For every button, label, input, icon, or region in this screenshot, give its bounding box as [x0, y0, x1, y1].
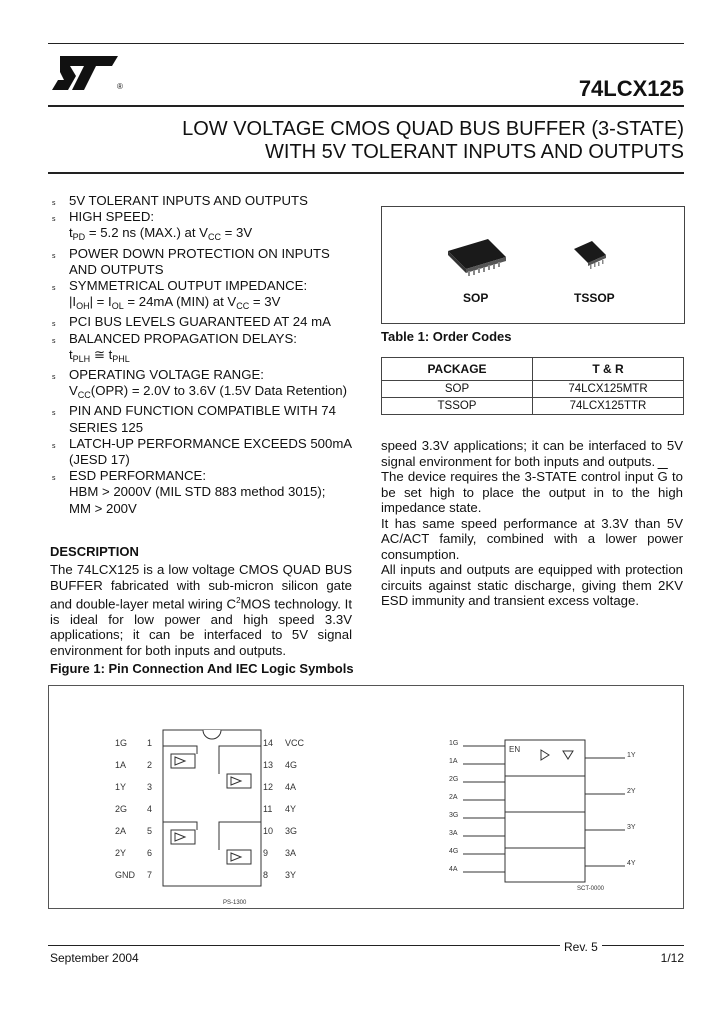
table-cell: 74LCX125TTR: [533, 398, 684, 415]
pin-number: 12: [263, 782, 274, 792]
feature-item: s PIN AND FUNCTION COMPATIBLE WITH 74 SERIES 125: [50, 403, 355, 435]
feature-list: [50, 193, 355, 517]
pin-label: 4G: [285, 760, 298, 770]
feature-detail: $V_{CC}(OPR) = 2.0V$ to 3.6V (1.5V Data Retention): [69, 383, 347, 401]
figure-caption: Figure 1: Pin Connection And IEC Logic Symbols: [50, 661, 354, 676]
order-table-header: T & R: [533, 358, 684, 381]
footer-page: 1/12: [660, 951, 684, 965]
feature-detail: $t_{PD} = 5.2$ ns (MAX.) at $V_{CC} = 3V$: [69, 225, 253, 243]
iec-input-label: 4G: [449, 848, 459, 855]
pin-number: 3: [147, 782, 153, 792]
st-logo: [50, 52, 130, 94]
feature-detail: HBM > 2000V (MIL STD 883 method 3015);: [69, 484, 326, 500]
footer-date: September 2004: [50, 951, 139, 965]
iec-input-label: 2G: [449, 776, 459, 783]
table-cell: TSSOP: [382, 398, 533, 415]
figure-frame: [48, 685, 684, 909]
table-cell: 74LCX125MTR: [533, 381, 684, 398]
pin-number: 4: [147, 804, 153, 814]
part-number: 74LCX125: [578, 76, 684, 101]
footer-rev: Rev. 5: [560, 940, 602, 954]
feature-item: s 5V TOLERANT INPUTS AND OUTPUTS: [50, 193, 355, 209]
header-rule: [48, 105, 684, 107]
title-rule: [48, 172, 684, 174]
pin-label: 4Y: [285, 804, 297, 814]
pin-label: 1Y: [115, 782, 127, 792]
pin-label: 3A: [285, 848, 297, 858]
iec-code: SCT-0000: [577, 886, 605, 892]
feature-item: s HIGH SPEED:: [50, 209, 355, 225]
description-paragraph-4: All inputs and outputs are equipped with protection circuits against static discharge, giving them 2KV ESD immunity and transient excess voltage.: [381, 562, 683, 608]
feature-detail: $|I_{OH}| = I_{OL} = 24mA$ (MIN) at $V_{CC} = 3V$: [69, 294, 281, 312]
iec-output-label: 3Y: [627, 824, 636, 831]
sop-label: SOP: [463, 291, 489, 305]
pin-number: 1: [147, 738, 153, 748]
top-rule: [48, 43, 684, 44]
description-left: The 74LCX125 is a low voltage CMOS QUAD BUS BUFFER fabricated with sub-micron silicon gate and double-layer metal wiring $C^2MOS$ technology. It is ideal for low power and high speed 3.3V applications; it can be interfaced to 5V signal environment for both inputs and outputs.: [50, 562, 353, 658]
feature-item: s SYMMETRICAL OUTPUT IMPEDANCE:: [50, 278, 355, 294]
feature-item: s BALANCED PROPAGATION DELAYS:: [50, 331, 355, 347]
pin-number: 14: [263, 738, 274, 748]
iec-input-label: 1A: [449, 758, 458, 765]
feature-item: s POWER DOWN PROTECTION ON INPUTS AND OUTPUTS: [50, 246, 355, 278]
pin-label: 1A: [115, 760, 127, 770]
iec-output-label: 1Y: [627, 752, 636, 759]
pin-label: 4A: [285, 782, 297, 792]
pin-number: 2: [147, 760, 153, 770]
feature-item: s PCI BUS LEVELS GUARANTEED AT 24 mA: [50, 314, 355, 330]
pin-number: 6: [147, 848, 153, 858]
feature-detail: MM > 200V: [69, 500, 137, 516]
pin-label: GND: [115, 870, 135, 880]
registered-mark: ®: [117, 82, 123, 91]
feature-detail: $t_{PLH}$ ≅ $t_{PHL}$: [69, 346, 130, 364]
feature-item: s ESD PERFORMANCE:: [50, 468, 355, 484]
table-cell: SOP: [382, 381, 533, 398]
package-images: [381, 206, 685, 324]
description-paragraph-3: It has same speed performance at 3.3V than 5V AC/ACT family, combined with a lower power consumption.: [381, 515, 683, 562]
order-table: [381, 357, 684, 415]
pin-number: 9: [263, 848, 269, 858]
order-table-caption: Table 1: Order Codes: [381, 329, 512, 344]
iec-input-label: 3A: [449, 830, 458, 837]
iec-en-label: EN: [509, 745, 521, 754]
chip-code: PS-1300: [223, 900, 247, 906]
pin-number: 5: [147, 826, 153, 836]
tssop-label: TSSOP: [574, 291, 615, 305]
pin-number: 8: [263, 870, 269, 880]
description-right: [381, 438, 683, 609]
iec-input-label: 4A: [449, 866, 458, 873]
pin-number: 7: [147, 870, 153, 880]
description-continued: speed 3.3V applications; it can be interfaced to 5V signal environment for both inputs and outputs.: [381, 438, 683, 469]
pin-label: 2A: [115, 826, 127, 836]
pin-label: 3G: [285, 826, 298, 836]
pin-number: 13: [263, 760, 274, 770]
iec-input-label: 2A: [449, 794, 458, 801]
package-illustration-icon: [382, 207, 684, 323]
title-line-2: WITH 5V TOLERANT INPUTS AND OUTPUTS: [265, 141, 684, 163]
iec-output-label: 2Y: [627, 788, 636, 795]
table-row: [382, 381, 684, 398]
description-paragraph-2: The device requires the 3-STATE control input $\overline{G}$ to be set high to place the output in to the high impedance state.: [381, 469, 683, 515]
pin-number: 11: [263, 804, 273, 814]
pin-label: 2G: [115, 804, 128, 814]
table-row: [382, 398, 684, 415]
pin-label: VCC: [285, 738, 305, 748]
iec-input-label: 3G: [449, 812, 459, 819]
pin-label: 3Y: [285, 870, 297, 880]
title-line-1: LOW VOLTAGE CMOS QUAD BUS BUFFER (3-STATE): [182, 118, 684, 140]
order-table-header: PACKAGE: [382, 358, 533, 381]
iec-logic-symbol: [459, 736, 629, 886]
description-heading: DESCRIPTION: [50, 544, 139, 559]
iec-input-label: 1G: [449, 740, 459, 747]
pin-number: 10: [263, 826, 274, 836]
iec-output-label: 4Y: [627, 860, 636, 867]
feature-item: s LATCH-UP PERFORMANCE EXCEEDS 500mA (JESD 17): [50, 436, 355, 468]
feature-item: s OPERATING VOLTAGE RANGE:: [50, 367, 355, 383]
pin-label: 2Y: [115, 848, 127, 858]
pin-label: 1G: [115, 738, 128, 748]
pin-connection-diagram: [157, 726, 277, 906]
